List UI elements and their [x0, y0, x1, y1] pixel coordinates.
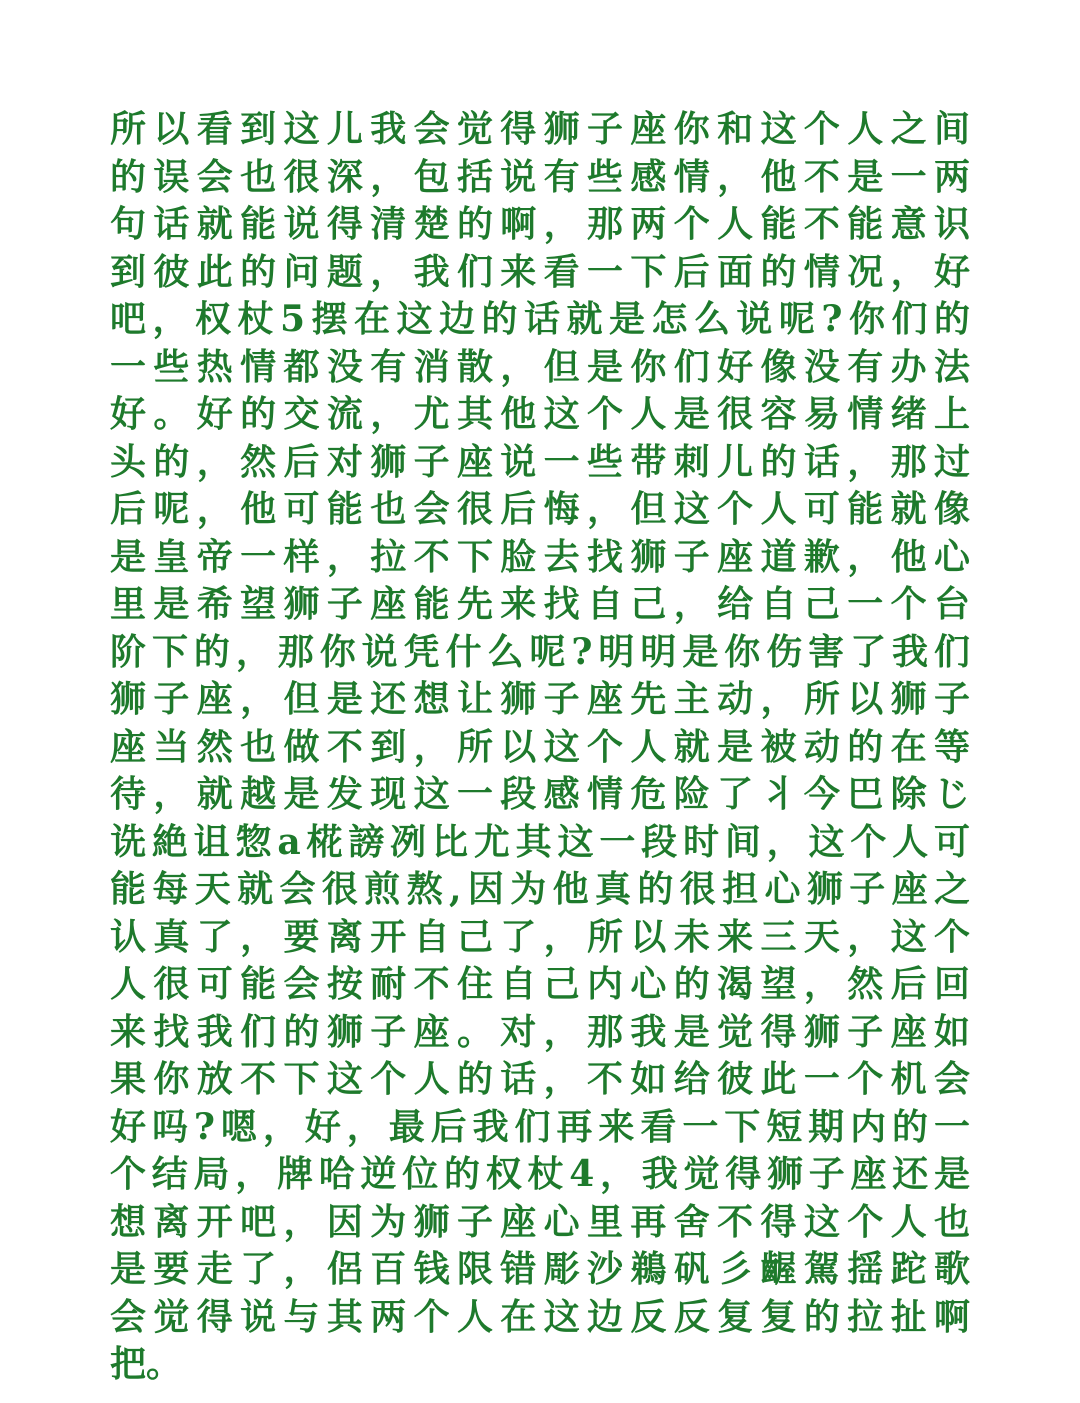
text-line: 个结局，牌哈逆位的权杖4，我觉得狮子座还是 [110, 1153, 970, 1195]
text-line: 待，就越是发现这一段感情危险了丬今巴除じ [110, 773, 970, 815]
text-line: 是皇帝一样，拉不下脸去找狮子座道歉，他心 [110, 535, 970, 578]
text-line: 的误会也很深，包括说有些感情，他不是一两 [110, 155, 970, 198]
text-line: 阶下的，那你说凭什么呢?明明是你伤害了我们 [110, 630, 970, 673]
text-line: 狮子座，但是还想让狮子座先主动，所以狮子 [110, 678, 970, 720]
text-line: 后呢，他可能也会很后悔，但这个人可能就像 [110, 488, 970, 530]
text-line: 诜絶诅惣a椛謗冽比尤其这一段时间，这个人可 [110, 820, 970, 863]
text-line: 来找我们的狮子座。对，那我是觉得狮子座如 [110, 1010, 970, 1053]
text-line: 里是希望狮子座能先来找自己，给自己一个台 [110, 583, 970, 625]
text-line: 认真了，要离开自己了，所以未来三天，这个 [110, 915, 970, 958]
text-line: 头的，然后对狮子座说一些带刺儿的话，那过 [110, 440, 970, 483]
text-line: 会觉得说与其两个人在这边反反复复的拉扯啊 [110, 1295, 970, 1338]
text-line: 座当然也做不到，所以这个人就是被动的在等 [110, 725, 970, 768]
text-line: 一些热情都没有消散，但是你们好像没有办法 [110, 345, 970, 388]
text-line: 想离开吧，因为狮子座心里再舍不得这个人也 [110, 1200, 970, 1243]
text-line: 到彼此的问题，我们来看一下后面的情况，好 [110, 250, 970, 293]
text-line: 把。 [110, 1343, 183, 1385]
text-line: 句话就能说得清楚的啊，那两个人能不能意识 [110, 203, 970, 245]
text-line: 人很可能会按耐不住自己内心的渴望，然后回 [110, 963, 970, 1005]
text-line: 好吗?嗯，好，最后我们再来看一下短期内的一 [110, 1105, 970, 1148]
body-text [110, 106, 970, 1389]
text-line: 好。好的交流，尤其他这个人是很容易情绪上 [110, 393, 970, 435]
text-line: 果你放不下这个人的话，不如给彼此一个机会 [110, 1058, 970, 1100]
text-line: 能每天就会很煎熬,因为他真的很担心狮子座之 [110, 868, 970, 910]
text-line: 所以看到这儿我会觉得狮子座你和这个人之间 [110, 108, 970, 150]
text-line: 是要走了，侶百钱限错彫沙鵜矾彡齷駕揺跎歌 [110, 1248, 970, 1290]
text-line: 吧，权杖5摆在这边的话就是怎么说呢?你们的 [110, 298, 970, 340]
